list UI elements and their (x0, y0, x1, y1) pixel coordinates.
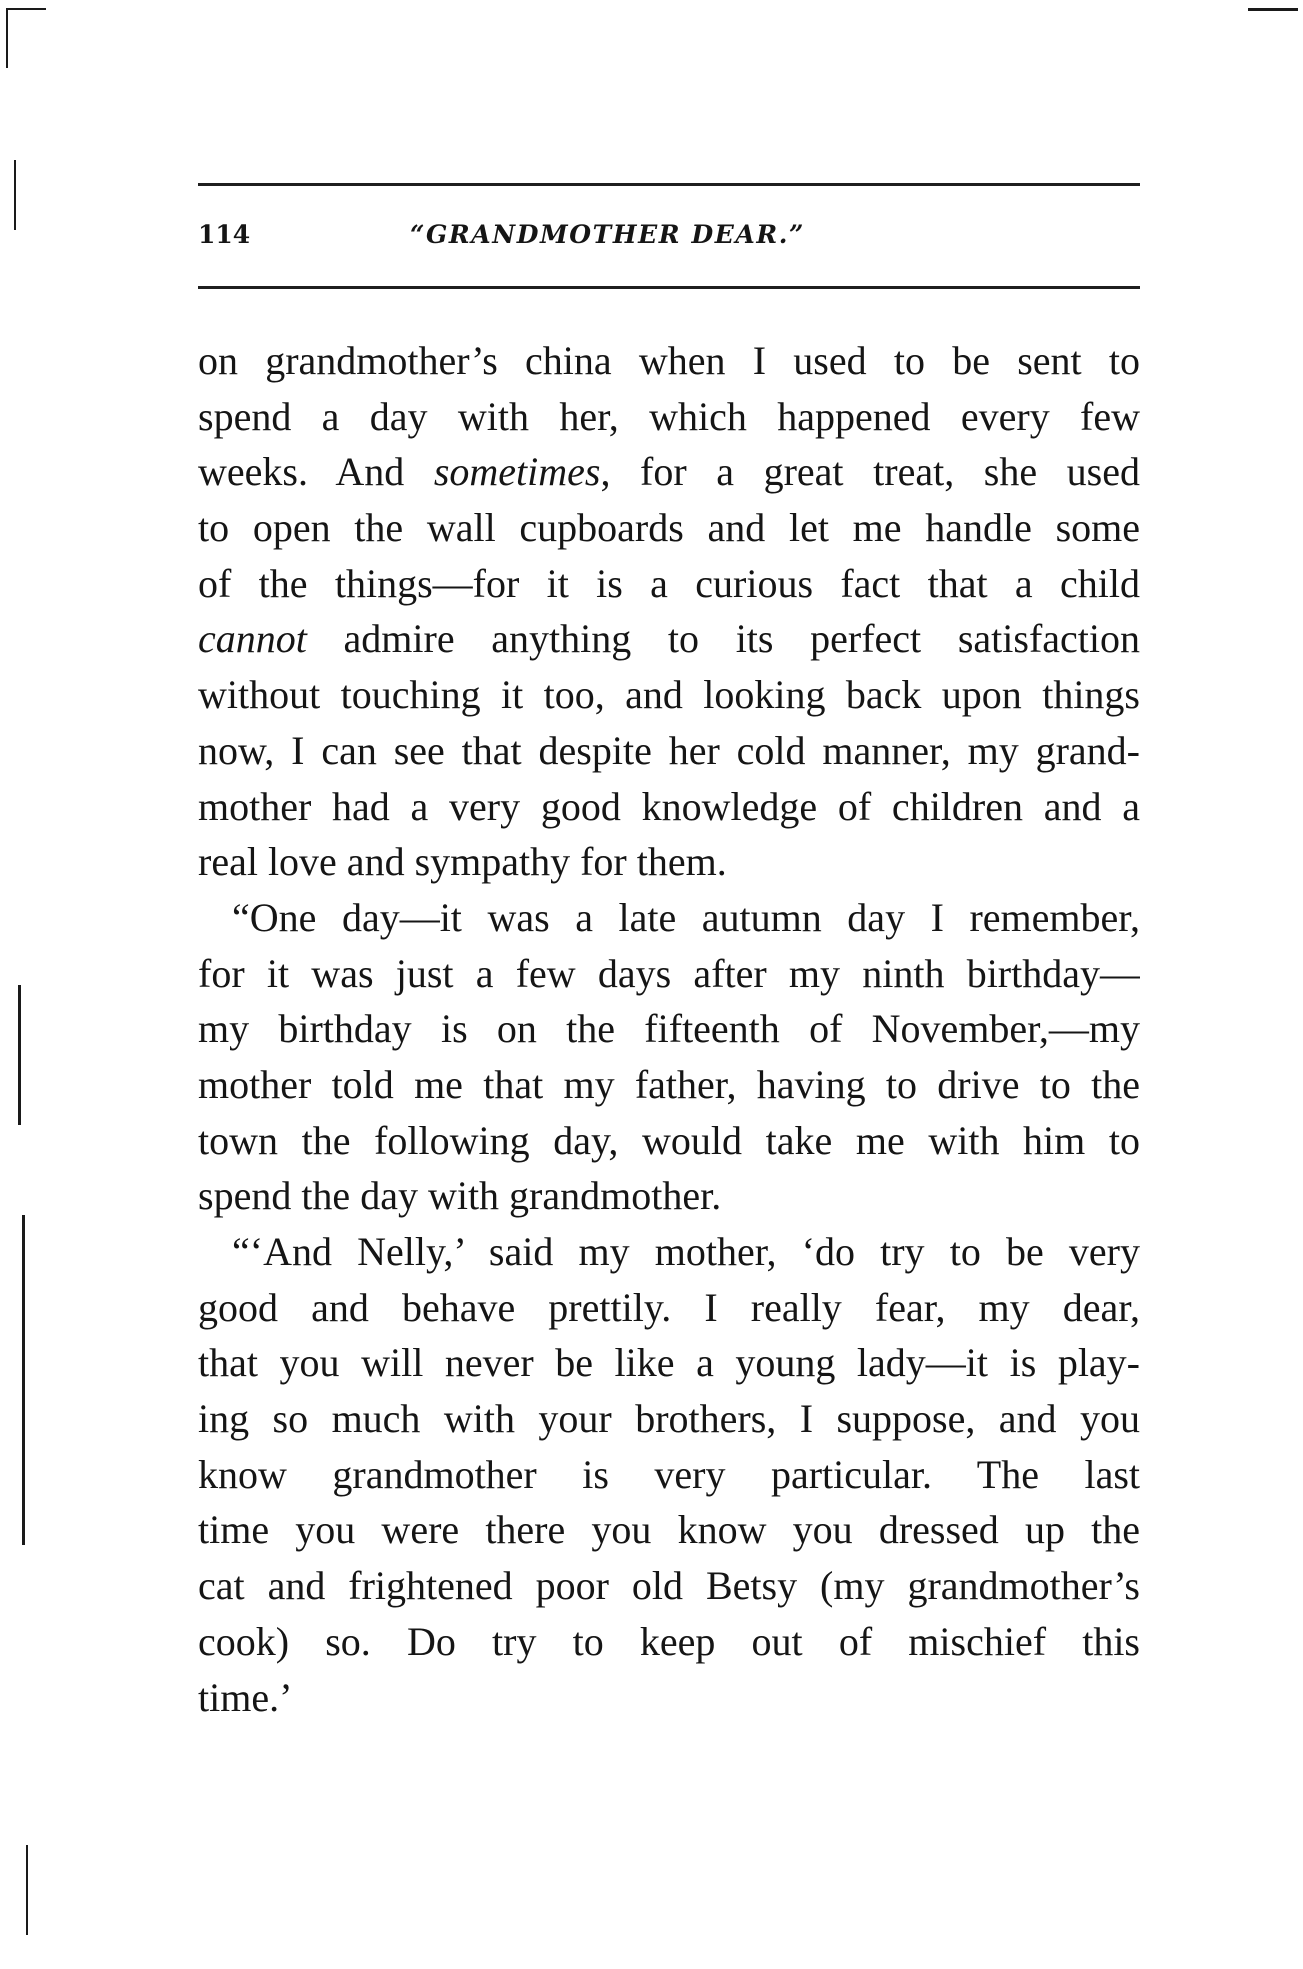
scan-edge-mark (22, 1215, 25, 1545)
text-line: know grandmother is very particular. The last (198, 1451, 1140, 1497)
text-line: “One day—it was a late autumn day I remember, (232, 894, 1140, 940)
header-top-rule (198, 183, 1140, 186)
text-line: mother had a very good knowledge of children and a (198, 783, 1140, 829)
body-text (198, 333, 1140, 1725)
italic-emphasis: sometimes (433, 449, 601, 495)
running-head (198, 220, 1140, 286)
text-line: spend a day with her, which happened every few (198, 393, 1140, 439)
text-line: for it was just a few days after my ninth birthday— (198, 950, 1140, 996)
scan-edge-mark (6, 8, 8, 68)
scan-edge-mark (18, 985, 21, 1125)
scan-edge-mark (1248, 8, 1298, 11)
text-segment: , for a great treat, she used (600, 449, 1140, 495)
text-line: on grandmother’s china when I used to be sent to (198, 338, 1140, 383)
scan-edge-mark (26, 1845, 28, 1935)
text-line: of the things—for it is a curious fact that a child (198, 560, 1140, 606)
text-line: town the following day, would take me with him to (198, 1117, 1140, 1163)
text-line: cat and frightened poor old Betsy (my grandmother’s (198, 1563, 1140, 1609)
text-line: time you were there you know you dressed up the (198, 1507, 1140, 1553)
text-line: to open the wall cupboards and let me handle some (198, 505, 1140, 551)
text-line: real love and sympathy for them. (198, 839, 727, 885)
header-bottom-rule (198, 286, 1140, 289)
text-line (198, 444, 1140, 500)
text-line (198, 611, 1140, 667)
text-segment: admire anything to its perfect satisfaction (306, 616, 1140, 662)
scan-edge-mark (14, 160, 16, 230)
text-line: ing so much with your brothers, I suppose, and you (198, 1396, 1140, 1442)
text-line: without touching it too, and looking back upon things (198, 672, 1140, 718)
text-line: “‘And Nelly,’ said my mother, ‘do try to be very (232, 1229, 1140, 1274)
italic-emphasis: cannot (198, 616, 307, 662)
text-segment: weeks. And (198, 449, 434, 495)
text-line: spend the day with grandmother. (198, 1173, 722, 1219)
text-line: now, I can see that despite her cold manner, my grand- (198, 727, 1140, 773)
page-header (198, 183, 1140, 289)
text-line: cook) so. Do try to keep out of mischief this (198, 1618, 1140, 1664)
text-line: good and behave prettily. I really fear, my dear, (198, 1284, 1140, 1330)
text-line: that you will never be like a young lady—it is play- (198, 1340, 1140, 1386)
text-line: mother told me that my father, having to drive to the (198, 1061, 1140, 1107)
text-line: my birthday is on the fifteenth of November,—my (198, 1006, 1140, 1052)
text-line: time.’ (198, 1674, 293, 1720)
page-number: 114 (198, 220, 251, 249)
running-title: “GRANDMOTHER DEAR.” (410, 220, 806, 249)
scan-edge-mark (6, 8, 46, 10)
